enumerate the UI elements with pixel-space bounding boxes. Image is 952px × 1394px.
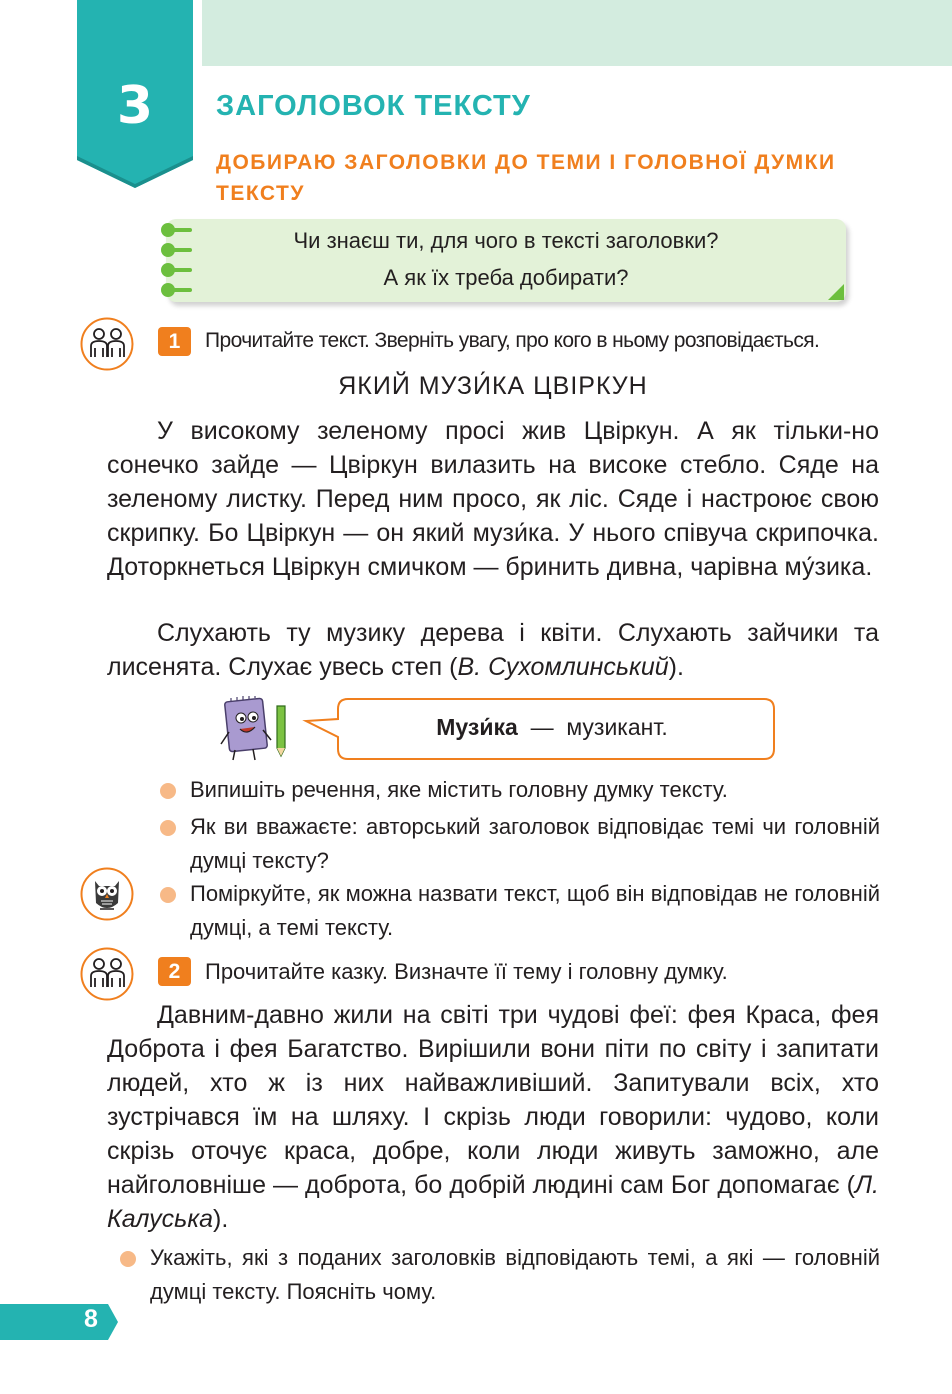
- lesson-title: ЗАГОЛОВОК ТЕКСТУ: [216, 90, 531, 122]
- pair-work-icon: [80, 317, 134, 371]
- header-band: [202, 0, 952, 66]
- question-line-2: А як їх треба добирати?: [383, 265, 629, 290]
- question-bullet: Випишіть речення, яке містить головну думку тексту.: [190, 777, 728, 802]
- question-line-1: Чи знаєш ти, для чого в тексті заголовки?: [293, 228, 719, 253]
- author-name: Л. Калуська: [107, 1171, 879, 1233]
- task-instruction: Прочитайте текст. Зверніть увагу, про кого в ньому розповідається.: [205, 329, 820, 352]
- pair-work-icon: [80, 947, 134, 1001]
- bullet-dot: [120, 1251, 136, 1267]
- owl-icon: [80, 867, 134, 921]
- story-title: ЯКИЙ МУЗИ́КА ЦВІРКУН: [338, 372, 648, 400]
- question-bullet: Поміркуйте, як можна назвати текст, щоб він відповідав не головній думці, а темі тексту.: [190, 881, 880, 940]
- page-number: 8: [84, 1305, 98, 1333]
- story-paragraph: Слухають ту музику дерева і квіти. Слухають зайчики та лисенята. Слухає увесь степ (В. Сухомлинський).: [107, 619, 879, 681]
- page-number-tab: [0, 1304, 118, 1340]
- bullet-dot: [160, 783, 176, 799]
- task-number-badge: 1: [158, 327, 191, 356]
- lesson-subtitle: ДОБИРАЮ ЗАГОЛОВКИ ДО ТЕМИ І ГОЛОВНОЇ ДУМКИ ТЕКСТУ: [216, 151, 836, 205]
- task-instruction: Прочитайте казку. Визначте її тему і головну думку.: [205, 959, 728, 984]
- question-bullet: Укажіть, які з поданих заголовків відповідають темі, а які — головній думці тексту. Поясніть чому.: [150, 1245, 880, 1304]
- notebook-mascot-icon: [213, 696, 299, 762]
- task-number-badge: 2: [158, 957, 191, 986]
- bullet-dot: [160, 887, 176, 903]
- bullet-dot: [160, 820, 176, 836]
- fairy-tale-paragraph: Давним-давно жили на світі три чудові феї: фея Краса, фея Доброта і фея Багатство. Вирішили вони піти по світу і запитати людей, хто ж із них найважливіший. Запитували всіх, хто зустрічався їм на шляху. І скрізь люди говорили: чудово, коли скрізь оточує краса, добре, коли люди живуть заможно, але найголовніше — доброта, бо добрій людині сам Бог допомагає (Л. Калуська).: [107, 1001, 879, 1233]
- question-bullet: Як ви вважаєте: авторський заголовок відповідає темі чи головній думці тексту?: [190, 814, 880, 873]
- story-paragraph: У високому зеленому просі жив Цвіркун. А як тільки-но сонечко зайде — Цвіркун вилазить на високе стебло. Сяде на зеленому листку. Перед ним просо, як ліс. Сяде і настроює свою скрипку. Бо Цвіркун — он який музи́ка. У нього співуча скрипочка. Доторкнеться Цвіркун смичком — бринить дивна, чарівна му́зика.: [107, 417, 879, 581]
- glossary-text: Музи́ка — музикант.: [436, 714, 668, 740]
- author-name: В. Сухомлинський: [457, 653, 669, 681]
- lesson-number: 3: [116, 76, 154, 136]
